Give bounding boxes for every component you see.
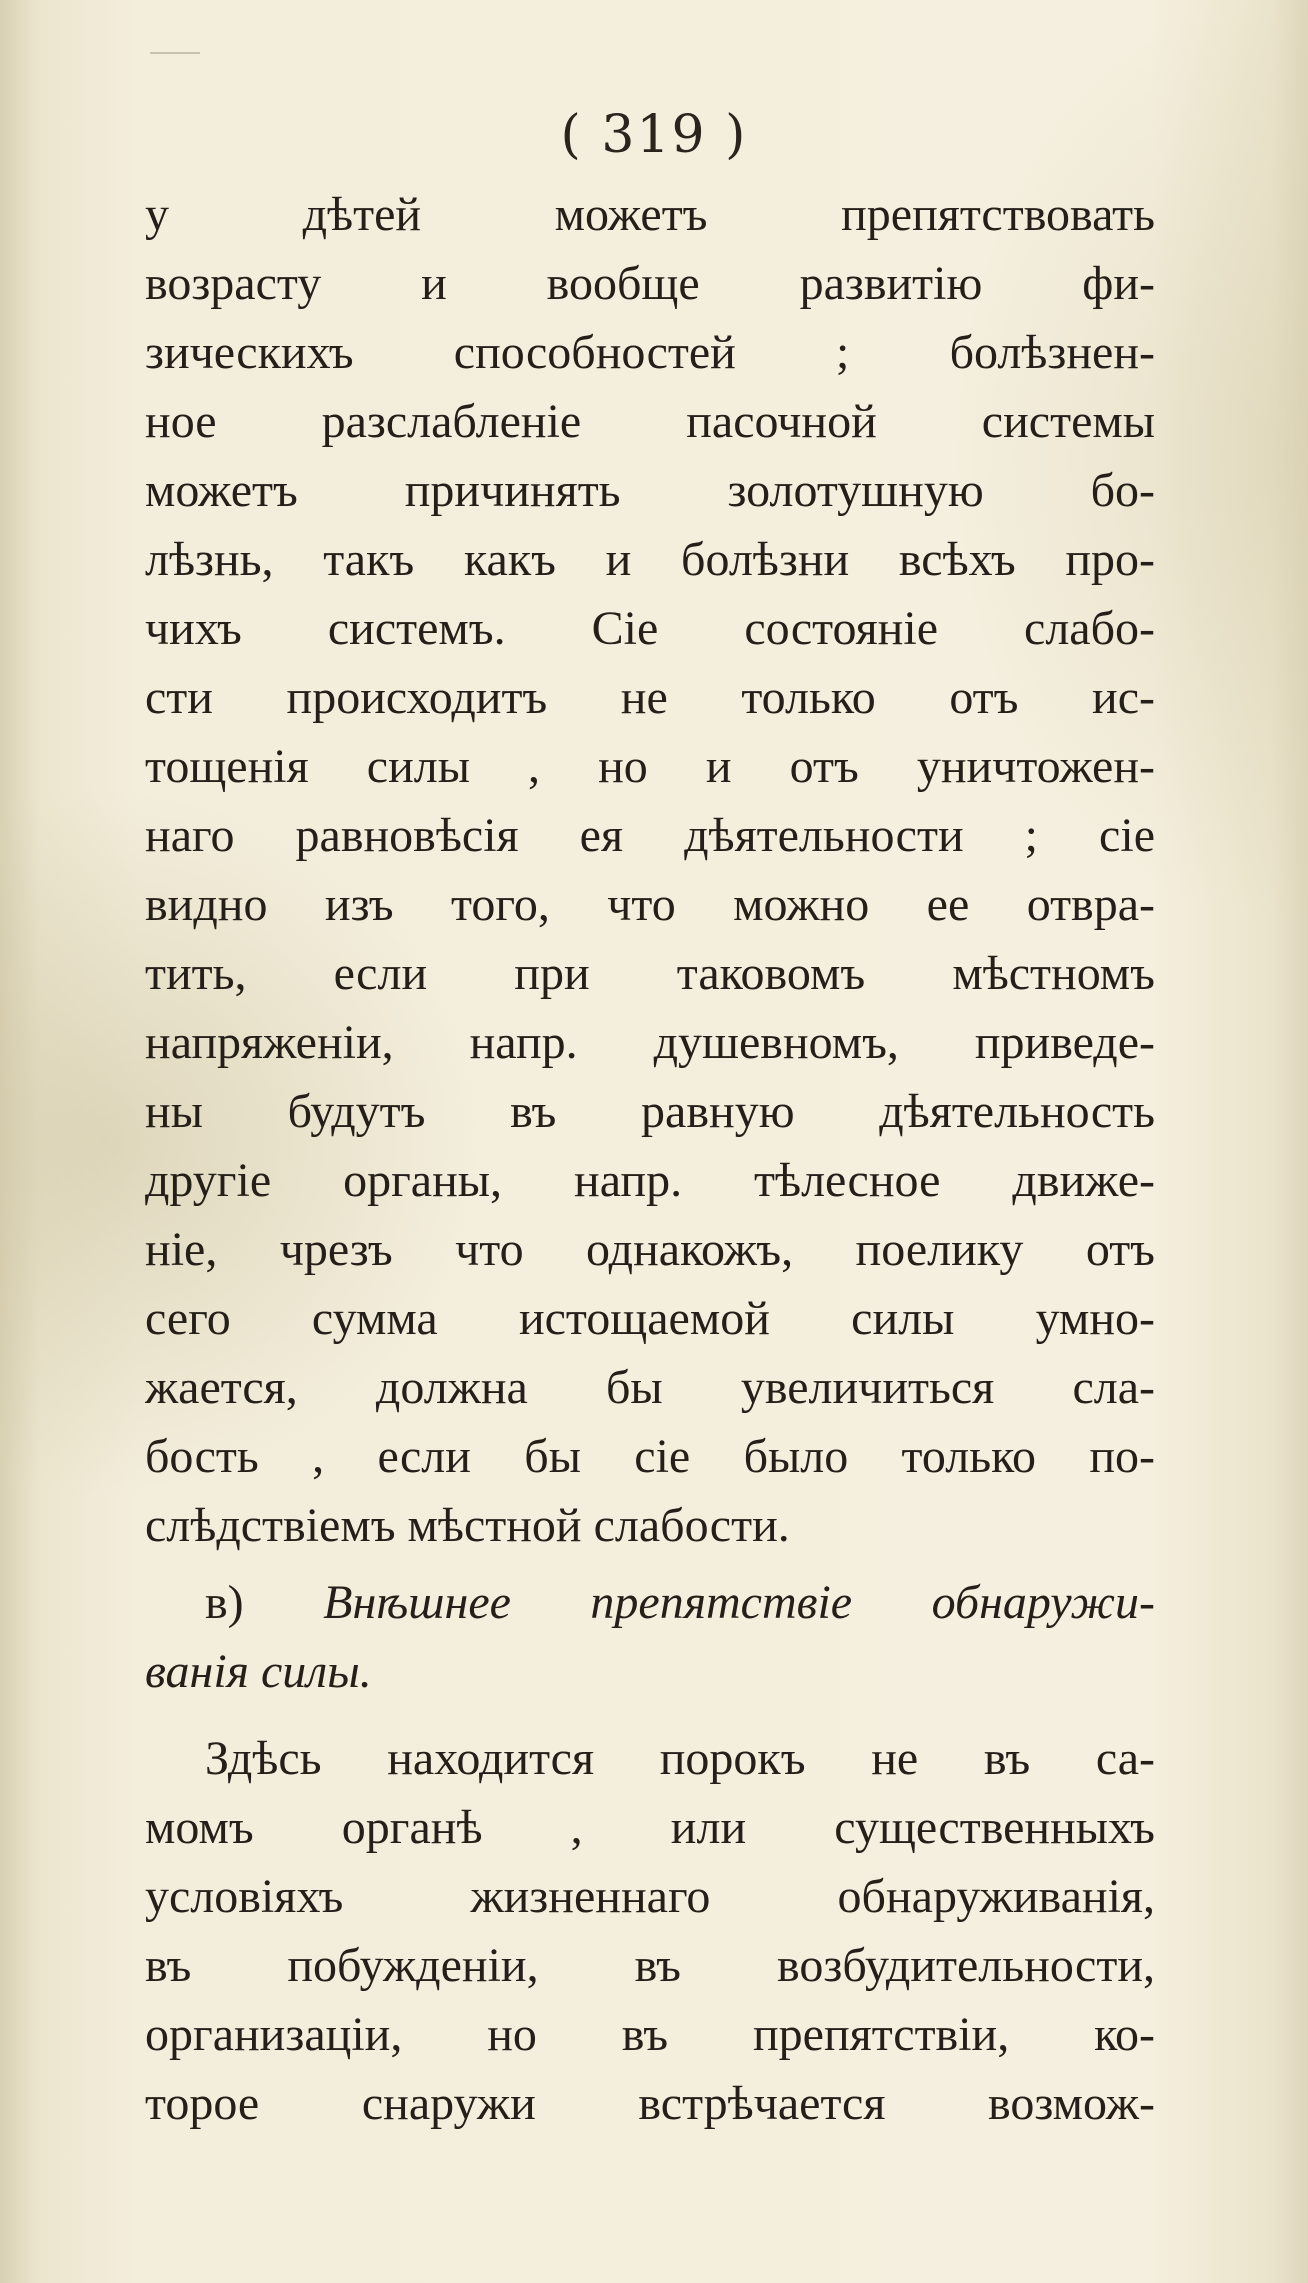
- text-line: тить, если при таковомъ мѣстномъ: [145, 947, 1155, 1000]
- text-line: ніе, чрезъ что однакожъ, поелику отъ: [145, 1223, 1155, 1276]
- text-line: тощенія силы , но и отъ уничтожен-: [145, 740, 1155, 793]
- text-line: организаціи, но въ препятствіи, ко-: [145, 2008, 1155, 2061]
- heading-marker: в): [205, 1576, 244, 1629]
- heading-line: [145, 1568, 1155, 1637]
- page-edge-mark: [150, 52, 200, 54]
- text-line: слѣдствіемъ мѣстной слабости.: [145, 1499, 790, 1552]
- text-line: можетъ причинять золотушную бо-: [145, 464, 1155, 517]
- text-line: зическихъ способностей ; болѣзнен-: [145, 326, 1155, 379]
- text-line: момъ органѣ , или существенныхъ: [145, 1801, 1155, 1854]
- text-line: наго равновѣсія ея дѣятельности ; сіе: [145, 809, 1155, 862]
- text-line: другіе органы, напр. тѣлесное движе-: [145, 1154, 1155, 1207]
- text-line: чихъ системъ. Сіе состояніе слабо-: [145, 602, 1155, 655]
- text-line: ны будутъ въ равную дѣятельность: [145, 1085, 1155, 1138]
- text-line: Здѣсь находится порокъ не въ са-: [205, 1732, 1155, 1785]
- text-line: возрасту и вообще развитію фи-: [145, 257, 1155, 310]
- text-line: ное разслабленіе пасочной системы: [145, 395, 1155, 448]
- section-heading: [145, 1568, 1155, 1706]
- text-line: лѣзнь, такъ какъ и болѣзни всѣхъ про-: [145, 533, 1155, 586]
- text-line: торое снаружи встрѣчается возмож-: [145, 2077, 1155, 2130]
- page-number: ( 319 ): [560, 105, 748, 165]
- page-body: [145, 180, 1155, 2138]
- text-line: у дѣтей можетъ препятствовать: [145, 188, 1155, 241]
- heading-line: ванія силы.: [145, 1645, 372, 1698]
- text-line: напряженіи, напр. душевномъ, приведе-: [145, 1016, 1155, 1069]
- text-line: условіяхъ жизненнаго обнаруживанія,: [145, 1870, 1155, 1923]
- paragraph-1: [145, 180, 1155, 1560]
- text-line: сего сумма истощаемой силы умно-: [145, 1292, 1155, 1345]
- text-line: бость , если бы сіе было только по-: [145, 1430, 1155, 1483]
- text-line: видно изъ того, что можно ее отвра-: [145, 878, 1155, 931]
- text-line: сти происходитъ не только отъ ис-: [145, 671, 1155, 724]
- heading-title: Внѣшнее препятствіе обнаружи-: [323, 1576, 1155, 1629]
- paragraph-2: [145, 1724, 1155, 2138]
- text-line: жается, должна бы увеличиться сла-: [145, 1361, 1155, 1414]
- text-line: въ побужденіи, въ возбудительности,: [145, 1939, 1155, 1992]
